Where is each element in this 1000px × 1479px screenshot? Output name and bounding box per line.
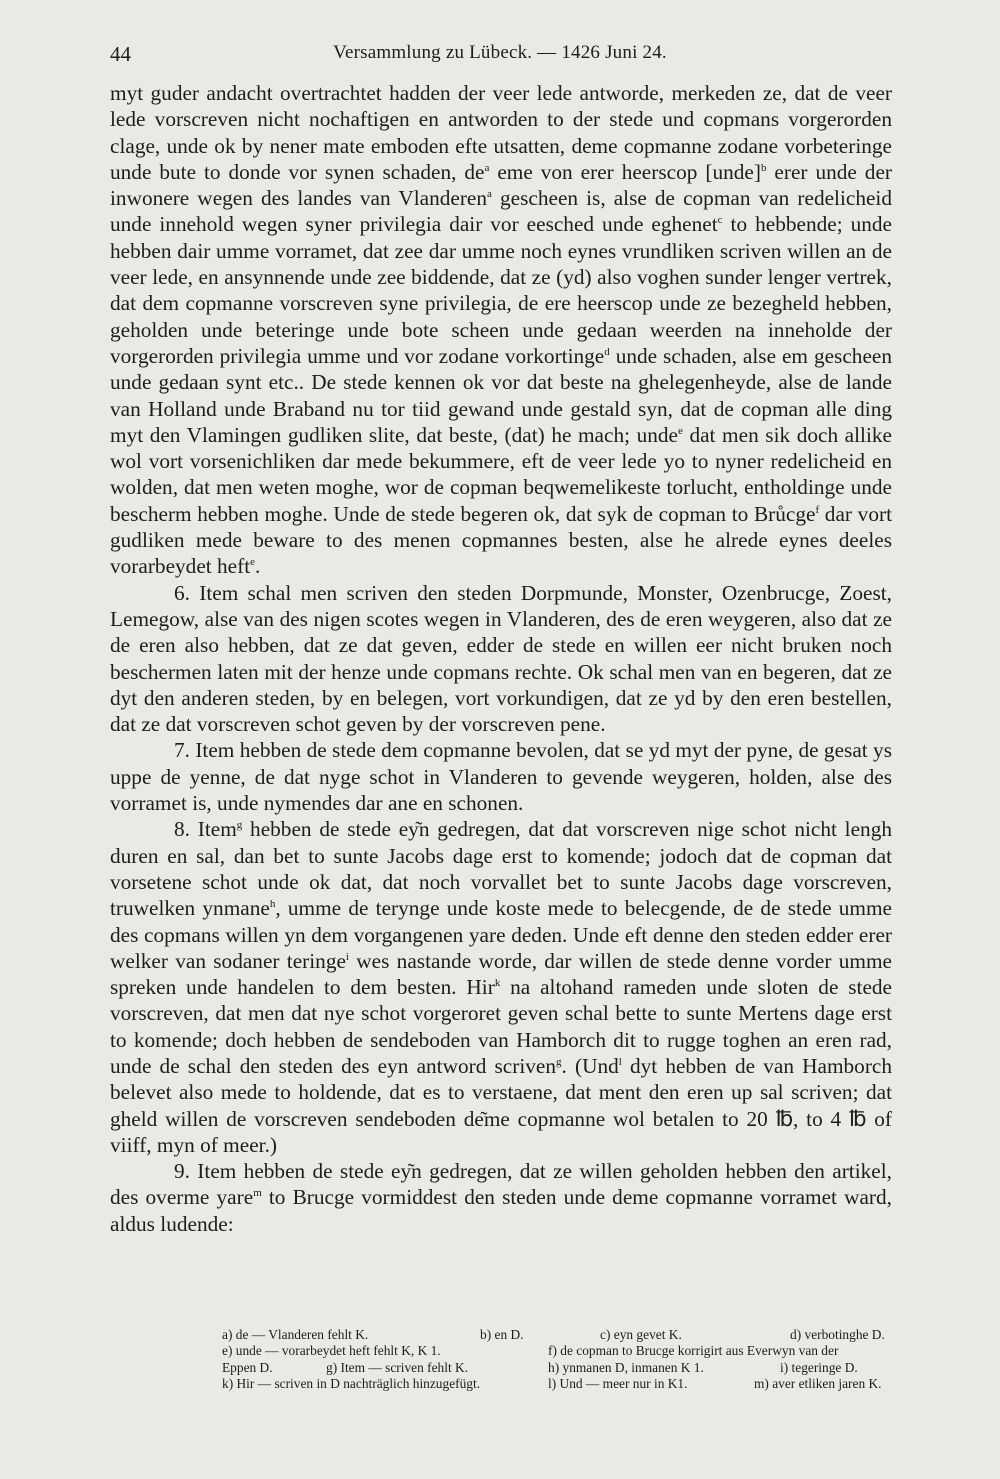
footnote-h: h) ynmanen D, inmanen K 1. <box>548 1359 704 1375</box>
footnote-f-continued: Eppen D. <box>222 1359 273 1375</box>
footnote-ref: d <box>604 345 610 358</box>
footnote-ref: e <box>678 424 683 437</box>
footnote-m: m) aver etliken jaren K. <box>754 1375 882 1391</box>
footnote-row <box>222 1376 906 1392</box>
footnote-row <box>222 1343 906 1359</box>
paragraph-continuation <box>110 80 892 580</box>
footnote-i: i) tegeringe D. <box>780 1359 858 1375</box>
text-run: 6. Item schal men scriven den steden Dorpmunde, Monster, Ozenbrucge, Zoest, Lemegow, alse van des nigen scotes wegen in Vlanderen, des de eren weygeren, also dat ze de eren also hebben, dat ze dat geven, edder de stede en willen eer nicht bruken noch beschermen laten mit der henze unde copmans rechte. Ok schal men van en begeren, dat ze dyt den anderen steden, by en belegen, vort vorkundigen, dat ze yd by den eren bestellen, dat ze dat vorscreven schot geven by der vorscreven pene. <box>110 580 892 737</box>
footnote-c: c) eyn gevet K. <box>600 1327 682 1342</box>
footnote-ref: g <box>556 1055 562 1068</box>
text-run: unde schaden, alse em gescheen unde gedaan synt etc.. De stede kennen ok vor dat beste na ghelegenheyde, alse de lande van Holland unde Braband nu tor tiid gewand unde gestald syn, dat de copman alle ding myt den Vlamingen gudliken slite, dat beste, (dat) he mach; unde <box>110 343 892 447</box>
footnote-ref: h <box>269 898 276 911</box>
footnote-b: b) en D. <box>480 1327 524 1342</box>
footnote-a: a) de — Vlanderen fehlt K. <box>222 1327 369 1342</box>
main-text <box>110 80 892 1237</box>
footnote-ref: l <box>618 1055 622 1068</box>
footnote-ref: b <box>760 161 767 174</box>
text-run: 7. Item hebben de stede dem copmanne bevolen, dat se yd myt der pyne, de gesat ys uppe de yenne, de dat nyge schot in Vlanderen to gevende weygeren, holden, alse des vorramet is, unde nymendes dar ane en schonen. <box>110 738 892 816</box>
footnote-ref: k <box>494 977 501 989</box>
footnote-f: f) de copman to Brucge korrigirt aus Everwyn van der <box>548 1343 839 1359</box>
paragraph-item-9 <box>110 1158 892 1237</box>
footnote-g: g) Item — scriven fehlt K. <box>326 1359 469 1375</box>
footnote-d: d) verbotinghe D. <box>790 1327 885 1342</box>
text-run: 9. Item hebben de stede ey͂n gedregen, dat ze willen geholden hebben den artikel, des overme yare <box>110 1159 892 1210</box>
footnote-ref: a <box>487 188 492 201</box>
footnote-ref: e <box>250 556 256 569</box>
footnotes <box>222 1327 906 1392</box>
text-run: 8. Item <box>174 817 237 842</box>
text-run: dar vort gudliken mede beware to des menen copmannes besten, alse he alrede eynes deeles vorarbeydet heft <box>110 501 892 579</box>
text-run: erer unde der inwonere wegen des landes van Vlanderen <box>110 159 892 211</box>
text-run: wes nastande worde, dar willen de stede denne vorder umme spreken unde handelen to dem besten. Hir <box>110 948 892 1000</box>
footnote-l: l) Und — meer nur in K1. <box>548 1375 688 1391</box>
footnote-e: e) unde — vorarbeydet heft fehlt K, K 1. <box>222 1343 441 1359</box>
text-run: . <box>255 554 261 579</box>
footnote-ref: g <box>236 819 243 832</box>
paragraph-item-7 <box>110 737 892 816</box>
text-run: , umme de terynge unde koste mede to belecgende, de de stede umme des copmans willen yn dem vorgangenen yare deden. Unde eft denne den steden edder erer welker van sodaner teringe <box>110 896 892 973</box>
text-run: na altohand rameden unde sloten de stede vorscreven, dat men dat nye schot vorgeroret geven schal bette to sunte Mertens dage erst to komende; doch hebben de sendeboden van Hamborch dit to rugge toghen an eren rad, unde de schal den steden des eyn antword scriven <box>110 975 892 1078</box>
paragraph-item-8 <box>110 816 892 1158</box>
footnote-ref: c <box>717 214 723 227</box>
text-run: eme von erer heerscop [unde] <box>489 159 761 184</box>
footnote-k: k) Hir — scriven in D nachträglich hinzugefügt. <box>222 1375 481 1391</box>
text-run: gescheen is, alse de copman van redelicheid unde innehold wegen syner privilegia dair vor eesched unde eghenet <box>110 186 892 237</box>
paragraph-item-6 <box>110 580 892 738</box>
footnote-ref: f <box>815 503 820 516</box>
footnote-row <box>222 1327 906 1343</box>
text-run: hebben de stede ey͂n gedregen, dat dat vorscreven nige schot nicht lengh duren en sal, dan bet to sunte Jacobs dage erst to komende; jodoch dat de copman dat vorsetene schot unde ok dat, dat noch vorvallet bet to sunte Jacobs dage vorscreven, truwelken ynmane <box>110 817 892 921</box>
footnote-ref: a <box>484 161 490 174</box>
footnote-row <box>222 1360 906 1376</box>
text-run: to Brucge vormiddest den steden unde deme copmanne vorramet ward, aldus ludende: <box>110 1185 893 1236</box>
footnote-ref: m <box>253 1187 262 1200</box>
text-run: dyt hebben de van Hamborch belevet also mede to holdende, dat es to verstaene, dat ment den eren up sal scriven; dat gheld willen de vorscreven sendeboden de͂me copmanne wol betalen to 20 ℔, to 4 ℔ of viiff, myn of meer.) <box>110 1053 893 1157</box>
text-run: myt guder andacht overtrachtet hadden der veer lede antworde, merkeden ze, dat de veer lede vorscreven nicht nochaftigen en antworden to der stede und copmans vorgerorden clage, unde ok by nener mate emboden efte utsatten, deme copmanne zodane vorbeteringe unde bute to donde vor synen schaden, de <box>110 81 892 184</box>
footnote-ref: i <box>345 950 349 963</box>
page-header <box>110 42 890 72</box>
text-run: to hebbende; unde hebben dair umme vorramet, dat zee dar umme noch eynes vrundliken scriven willen an de veer lede, en ansynnende unde zee biddende, dat ze (yd) also voghen sunder lenger vertrek, dat dem copmanne vorscreven syne privilegia, de ere heerscop unde ze bezegheld hebben, geholden unde beteringe unde bote scheen unde gedaan weerden na inneholde der vorgerorden privilegia umme und vor zodane vorkortinge <box>110 212 892 368</box>
text-run: dat men sik doch allike wol vort vorsenichliken dar mede bekummere, eft de veer lede yo to nyner redelicheid en wolden, dat men weten moghe, wor de copman beqwemelikeste torlucht, entholdinge unde bescherm hebben moghe. Unde de stede begeren ok, dat syk de copman to Brůcge <box>110 422 892 526</box>
running-title: Versammlung zu Lübeck. — 1426 Juni 24. <box>333 42 667 63</box>
page-number: 44 <box>110 42 131 66</box>
text-run: . (Und <box>561 1053 619 1078</box>
